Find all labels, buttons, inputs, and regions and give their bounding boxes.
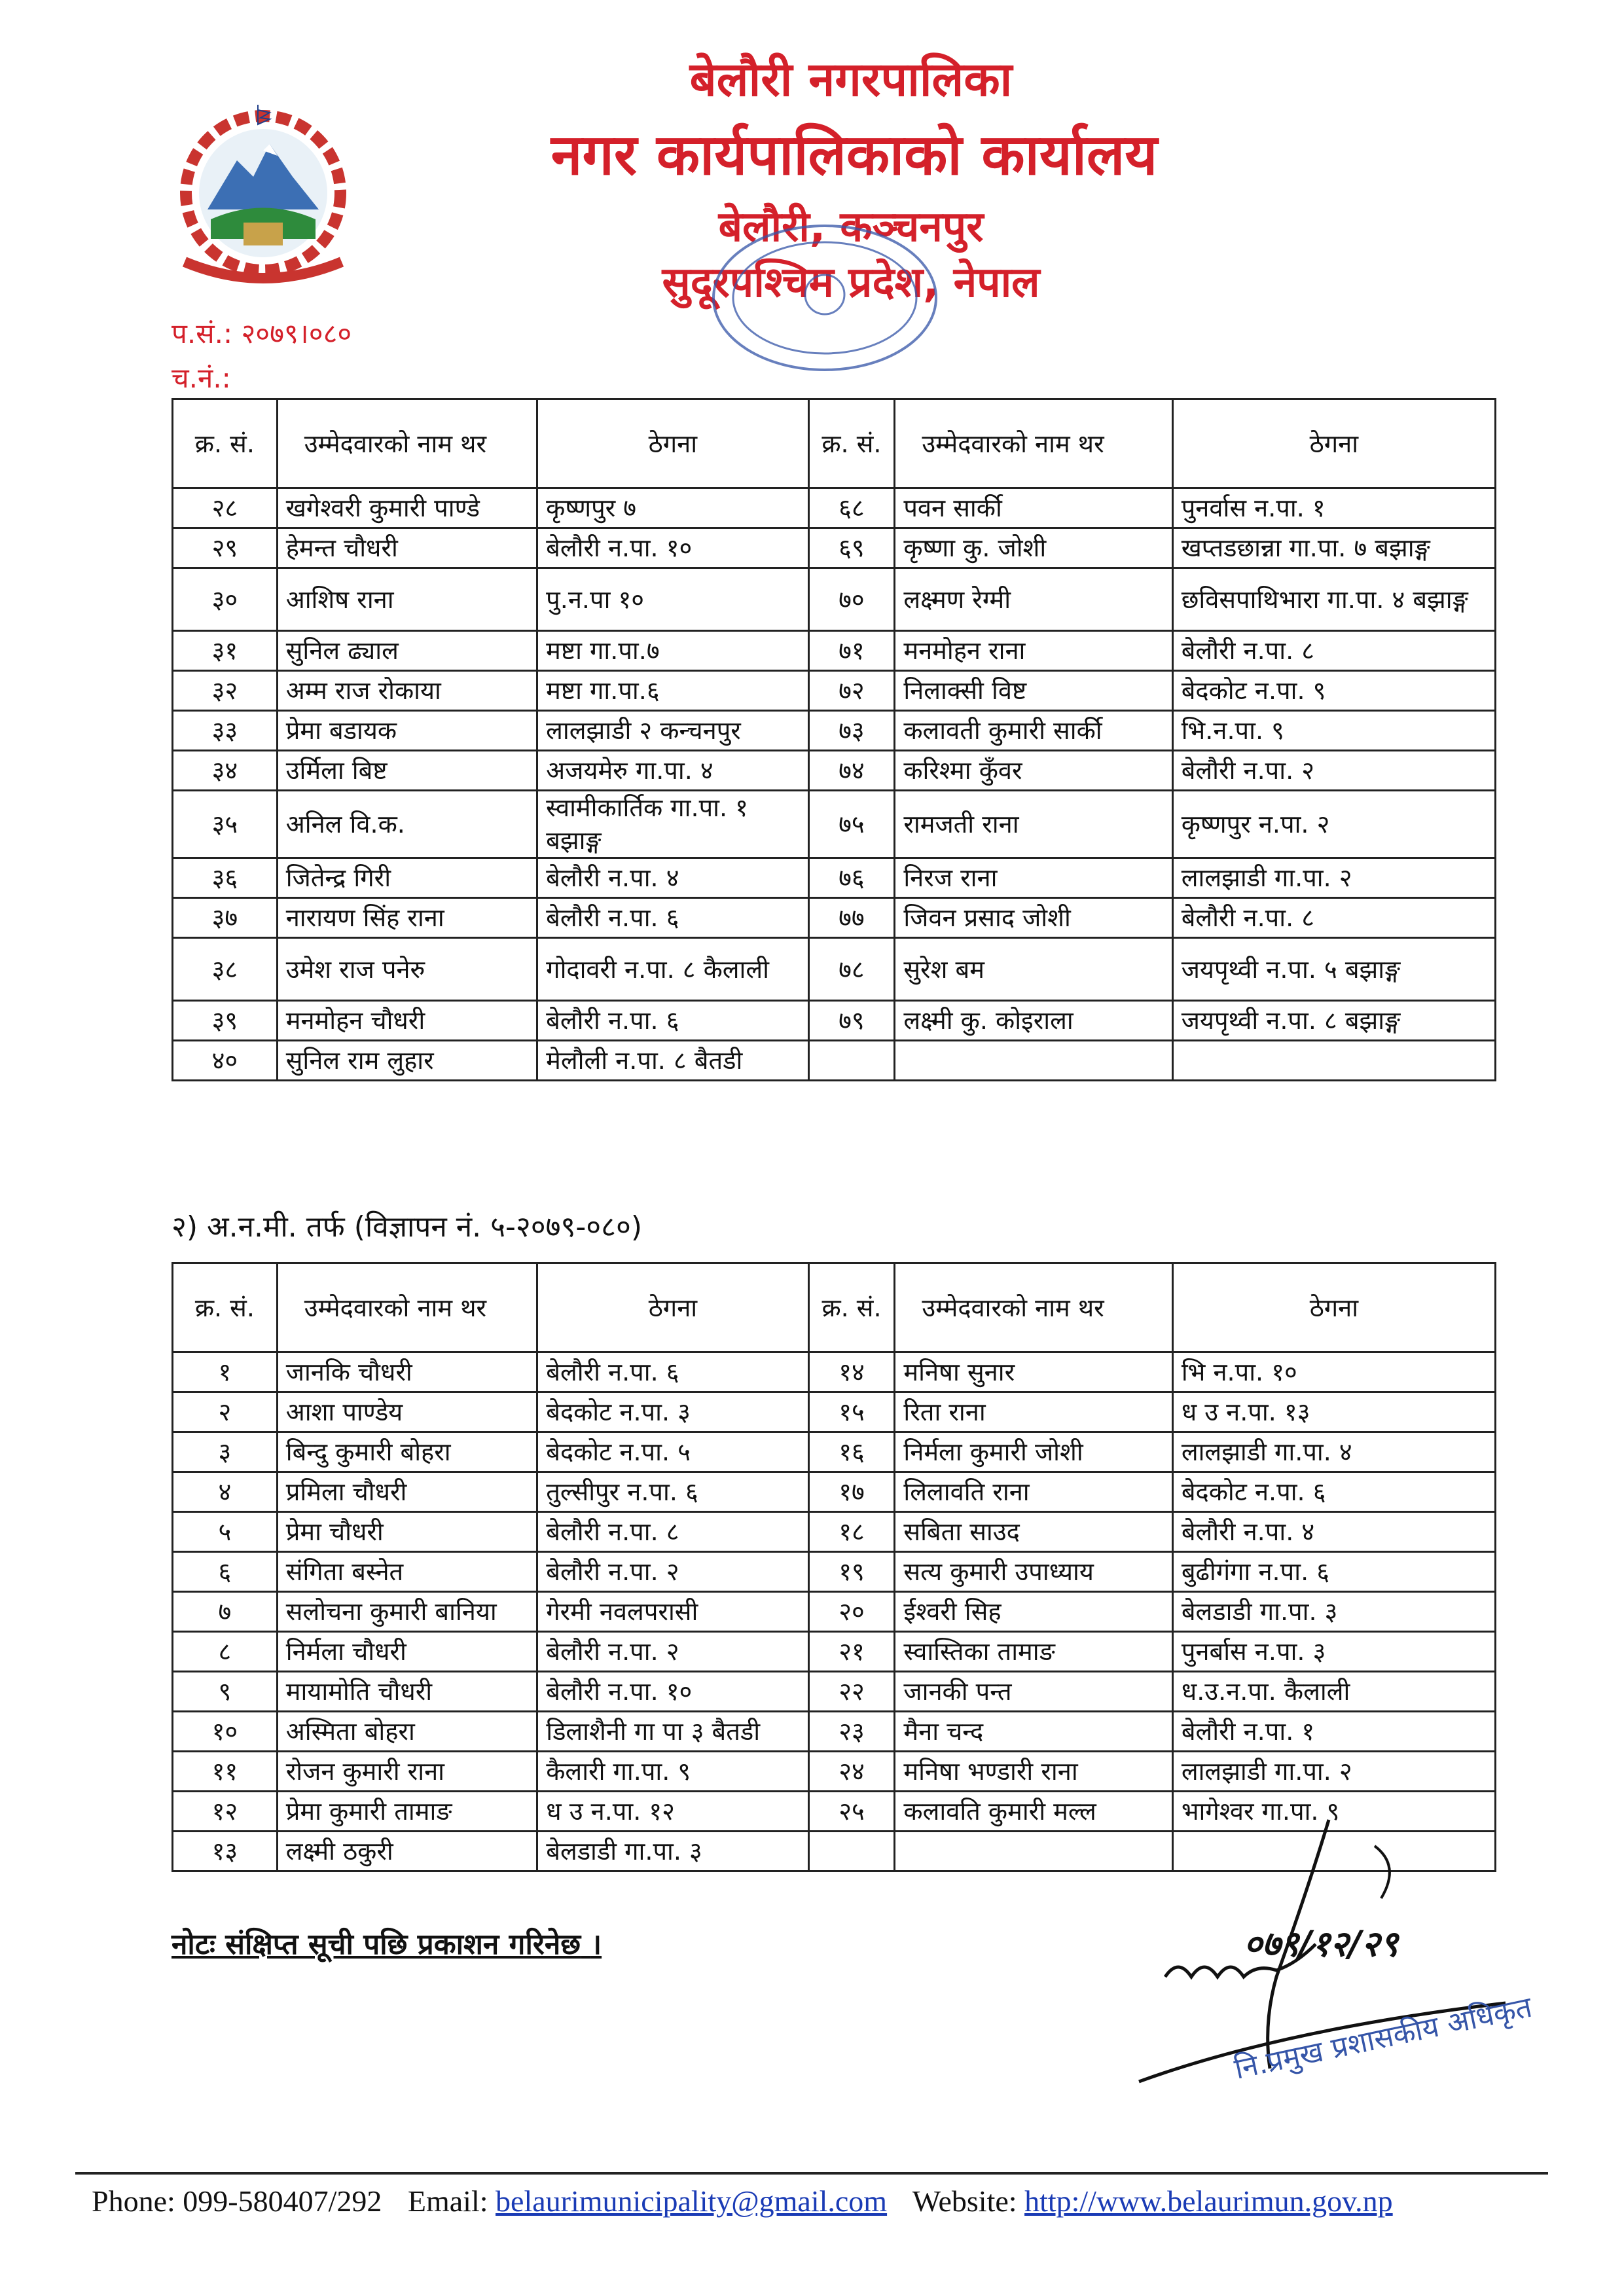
name-cell: प्रेमा चौधरी: [277, 1512, 537, 1552]
serial-cell: ३२: [173, 671, 278, 711]
name-cell: करिश्मा कुँवर: [895, 751, 1172, 791]
address-cell: बेलौरी न.पा. २: [537, 1552, 808, 1592]
address-cell: बेलडाडी गा.पा. ३: [1172, 1592, 1495, 1632]
serial-cell: १०: [173, 1712, 278, 1752]
table-row: [173, 898, 1496, 938]
footer: [92, 2184, 1393, 2218]
table-row: [173, 1041, 1496, 1081]
address-cell: खप्तडछान्ना गा.पा. ७ बझाङ्ग: [1172, 528, 1495, 568]
serial-cell: ७७: [808, 898, 895, 938]
serial-cell: ९: [173, 1672, 278, 1712]
name-cell: मनिषा सुनार: [895, 1352, 1172, 1392]
serial-cell: १२: [173, 1792, 278, 1832]
address-cell: जयपृथ्वी न.पा. ५ बझाङ्ग: [1172, 938, 1495, 1001]
address-cell: तुल्सीपुर न.पा. ६: [537, 1472, 808, 1512]
address-cell: ध.उ.न.पा. कैलाली: [1172, 1672, 1495, 1712]
phone-label: Phone:: [92, 2184, 175, 2218]
candidate-table-2: [171, 1262, 1496, 1872]
table-row: [173, 1512, 1496, 1552]
serial-cell: २८: [173, 488, 278, 528]
table-row: [173, 858, 1496, 898]
col-header-name: उम्मेदवारको नाम थर: [895, 399, 1172, 488]
name-cell: अम्म राज रोकाया: [277, 671, 537, 711]
name-cell: सुनिल ढ्याल: [277, 631, 537, 671]
serial-cell: ३: [173, 1432, 278, 1472]
serial-cell: [808, 1832, 895, 1871]
footer-divider: [75, 2172, 1548, 2175]
address-cell: मष्टा गा.पा.६: [537, 671, 808, 711]
serial-cell: २९: [173, 528, 278, 568]
address-cell: पुनर्वास न.पा. १: [1172, 488, 1495, 528]
name-cell: [895, 1041, 1172, 1081]
serial-cell: २०: [808, 1592, 895, 1632]
name-cell: उर्मिला बिष्ट: [277, 751, 537, 791]
address-cell: कैलारी गा.पा. ९: [537, 1752, 808, 1792]
name-cell: उमेश राज पनेरु: [277, 938, 537, 1001]
address-cell: मेलौली न.पा. ८ बैतडी: [537, 1041, 808, 1081]
address-cell: लालझाडी गा.पा. २: [1172, 1752, 1495, 1792]
serial-cell: २: [173, 1392, 278, 1432]
address-cell: गोदावरी न.पा. ८ कैलाली: [537, 938, 808, 1001]
serial-cell: ६८: [808, 488, 895, 528]
serial-cell: २५: [808, 1792, 895, 1832]
serial-cell: ७५: [808, 791, 895, 858]
serial-cell: ७४: [808, 751, 895, 791]
name-cell: रोजन कुमारी राना: [277, 1752, 537, 1792]
serial-cell: ७: [173, 1592, 278, 1632]
note-text: [171, 1923, 602, 1962]
address-cell: [1172, 1041, 1495, 1081]
serial-cell: ८: [173, 1632, 278, 1672]
serial-cell: १: [173, 1352, 278, 1392]
col-header-serial: क्र. सं.: [173, 399, 278, 488]
serial-cell: ३०: [173, 568, 278, 631]
address-cell: पुनर्बास न.पा. ३: [1172, 1632, 1495, 1672]
table-row: [173, 1352, 1496, 1392]
table-row: [173, 488, 1496, 528]
table-row: [173, 711, 1496, 751]
serial-cell: ६: [173, 1552, 278, 1592]
name-cell: मनमोहन चौधरी: [277, 1001, 537, 1041]
col-header-name: उम्मेदवारको नाम थर: [895, 1263, 1172, 1352]
table-row: [173, 1752, 1496, 1792]
col-header-serial: क्र. सं.: [808, 1263, 895, 1352]
section-2-title: २) अ.न.मी. तर्फ (विज्ञापन नं. ५-२०७९-०८०): [171, 1210, 643, 1244]
serial-cell: २४: [808, 1752, 895, 1792]
address-cell: ध उ न.पा. १३: [1172, 1392, 1495, 1432]
name-cell: जितेन्द्र गिरी: [277, 858, 537, 898]
office-stamp-icon: [700, 216, 949, 380]
table-row: [173, 631, 1496, 671]
serial-cell: ७०: [808, 568, 895, 631]
name-cell: निर्मला कुमारी जोशी: [895, 1432, 1172, 1472]
office-name: नगर कार्यपालिकाको कार्यालय: [550, 122, 1158, 188]
name-cell: कलावती कुमारी सार्की: [895, 711, 1172, 751]
serial-cell: ७२: [808, 671, 895, 711]
col-header-serial: क्र. सं.: [808, 399, 895, 488]
name-cell: निरज राना: [895, 858, 1172, 898]
address-cell: बुढीगंगा न.पा. ६: [1172, 1552, 1495, 1592]
address-cell: जयपृथ्वी न.पा. ८ बझाङ्ग: [1172, 1001, 1495, 1041]
address-cell: स्वामीकार्तिक गा.पा. १ बझाङ्ग: [537, 791, 808, 858]
address-cell: बेलौरी न.पा. ४: [537, 858, 808, 898]
address-cell: बेदकोट न.पा. ६: [1172, 1472, 1495, 1512]
address-cell: डिलाशैनी गा पा ३ बैतडी: [537, 1712, 808, 1752]
address-cell: भि.न.पा. ९: [1172, 711, 1495, 751]
col-header-serial: क्र. सं.: [173, 1263, 278, 1352]
address-cell: बेदकोट न.पा. ३: [537, 1392, 808, 1432]
name-cell: आशिष राना: [277, 568, 537, 631]
table-row: [173, 1001, 1496, 1041]
name-cell: सत्य कुमारी उपाध्याय: [895, 1552, 1172, 1592]
name-cell: जानकी पन्त: [895, 1672, 1172, 1712]
address-cell: बेलौरी न.पा. ४: [1172, 1512, 1495, 1552]
name-cell: कलावति कुमारी मल्ल: [895, 1792, 1172, 1832]
serial-cell: ३७: [173, 898, 278, 938]
name-cell: सुरेश बम: [895, 938, 1172, 1001]
name-cell: निर्मला चौधरी: [277, 1632, 537, 1672]
name-cell: सुनिल राम लुहार: [277, 1041, 537, 1081]
table-row: [173, 1712, 1496, 1752]
name-cell: निलाक्सी विष्ट: [895, 671, 1172, 711]
serial-cell: ३४: [173, 751, 278, 791]
address-cell: अजयमेरु गा.पा. ४: [537, 751, 808, 791]
serial-cell: १३: [173, 1832, 278, 1871]
name-cell: लिलावति राना: [895, 1472, 1172, 1512]
serial-cell: ३५: [173, 791, 278, 858]
name-cell: सबिता साउद: [895, 1512, 1172, 1552]
reference-number: प.सं.: २०७९।०८०: [171, 317, 352, 350]
serial-cell: ५: [173, 1512, 278, 1552]
address-cell: बेलौरी न.पा. १०: [537, 528, 808, 568]
serial-cell: ७३: [808, 711, 895, 751]
serial-cell: ७१: [808, 631, 895, 671]
address-cell: बेलौरी न.पा. २: [1172, 751, 1495, 791]
col-header-address: ठेगना: [1172, 1263, 1495, 1352]
name-cell: जानकि चौधरी: [277, 1352, 537, 1392]
name-cell: स्वास्तिका तामाङ: [895, 1632, 1172, 1672]
address-cell: बेदकोट न.पा. ५: [537, 1432, 808, 1472]
serial-cell: २३: [808, 1712, 895, 1752]
address-cell: मष्टा गा.पा.७: [537, 631, 808, 671]
col-header-name: उम्मेदवारको नाम थर: [277, 1263, 537, 1352]
serial-cell: १४: [808, 1352, 895, 1392]
note-end: ।: [590, 1928, 602, 1961]
table-row: [173, 1392, 1496, 1432]
address-cell: बेलौरी न.पा. १: [1172, 1712, 1495, 1752]
address-cell: बेलडाडी गा.पा. ३: [537, 1832, 808, 1871]
office-location: बेलौरी, कञ्चनपुर: [718, 203, 984, 251]
name-cell: मायामोति चौधरी: [277, 1672, 537, 1712]
address-cell: कृष्णपुर ७: [537, 488, 808, 528]
address-cell: बेलौरी न.पा. २: [537, 1632, 808, 1672]
table-row: [173, 791, 1496, 858]
serial-cell: [808, 1041, 895, 1081]
name-cell: प्रेमा बडायक: [277, 711, 537, 751]
name-cell: प्रेमा कुमारी तामाङ: [277, 1792, 537, 1832]
note-body: नोटः संक्षिप्त सूची पछि प्रकाशन गरिनेछ: [171, 1928, 581, 1961]
candidate-table-1: [171, 398, 1496, 1081]
signature-date: ०७९/१२/२९: [1244, 1923, 1399, 1964]
address-cell: बेलौरी न.पा. ६: [537, 1001, 808, 1041]
website-link[interactable]: http://www.belaurimun.gov.np: [1024, 2184, 1393, 2218]
serial-cell: १७: [808, 1472, 895, 1512]
address-cell: छविसपाथिभारा गा.पा. ४ बझाङ्ग: [1172, 568, 1495, 631]
name-cell: अस्मिता बोहरा: [277, 1712, 537, 1752]
address-cell: बेलौरी न.पा. ८: [1172, 631, 1495, 671]
name-cell: रिता राना: [895, 1392, 1172, 1432]
table-row: [173, 938, 1496, 1001]
col-header-address: ठेगना: [1172, 399, 1495, 488]
serial-cell: ६९: [808, 528, 895, 568]
name-cell: खगेश्वरी कुमारी पाण्डे: [277, 488, 537, 528]
table-row: [173, 1672, 1496, 1712]
name-cell: आशा पाण्डेय: [277, 1392, 537, 1432]
table-row: [173, 1592, 1496, 1632]
serial-cell: १९: [808, 1552, 895, 1592]
table-row: [173, 1472, 1496, 1512]
name-cell: लक्ष्मण रेग्मी: [895, 568, 1172, 631]
address-cell: भि न.पा. १०: [1172, 1352, 1495, 1392]
serial-cell: ३१: [173, 631, 278, 671]
address-cell: लालझाडी गा.पा. २: [1172, 858, 1495, 898]
col-header-address: ठेगना: [537, 1263, 808, 1352]
col-header-address: ठेगना: [537, 399, 808, 488]
serial-cell: ११: [173, 1752, 278, 1792]
serial-cell: ४: [173, 1472, 278, 1512]
name-cell: प्रमिला चौधरी: [277, 1472, 537, 1512]
dispatch-number: च.नं.:: [171, 362, 231, 394]
address-cell: कृष्णपुर न.पा. २: [1172, 791, 1495, 858]
address-cell: बेलौरी न.पा. ८: [1172, 898, 1495, 938]
name-cell: रामजती राना: [895, 791, 1172, 858]
address-cell: बेलौरी न.पा. ६: [537, 898, 808, 938]
serial-cell: १५: [808, 1392, 895, 1432]
table-row: [173, 1432, 1496, 1472]
serial-cell: १६: [808, 1432, 895, 1472]
serial-cell: २१: [808, 1632, 895, 1672]
serial-cell: ४०: [173, 1041, 278, 1081]
table-row: [173, 568, 1496, 631]
serial-cell: १८: [808, 1512, 895, 1552]
name-cell: जिवन प्रसाद जोशी: [895, 898, 1172, 938]
name-cell: लक्ष्मी कु. कोइराला: [895, 1001, 1172, 1041]
name-cell: पवन सार्की: [895, 488, 1172, 528]
serial-cell: ७९: [808, 1001, 895, 1041]
name-cell: हेमन्त चौधरी: [277, 528, 537, 568]
address-cell: बेलौरी न.पा. १०: [537, 1672, 808, 1712]
website-label: Website:: [912, 2184, 1017, 2218]
name-cell: मनमोहन राना: [895, 631, 1172, 671]
serial-cell: ३३: [173, 711, 278, 751]
name-cell: मैना चन्द: [895, 1712, 1172, 1752]
name-cell: बिन्दु कुमारी बोहरा: [277, 1432, 537, 1472]
table-row: [173, 1632, 1496, 1672]
serial-cell: ७६: [808, 858, 895, 898]
office-province: सुदूरपश्चिम प्रदेश, नेपाल: [662, 259, 1040, 307]
table-row: [173, 671, 1496, 711]
phone-number: 099-580407/292: [183, 2184, 382, 2218]
name-cell: मनिषा भण्डारी राना: [895, 1752, 1172, 1792]
table-row: [173, 528, 1496, 568]
address-cell: पु.न.पा १०: [537, 568, 808, 631]
serial-cell: २२: [808, 1672, 895, 1712]
address-cell: भागेश्वर गा.पा. ९: [1172, 1792, 1495, 1832]
name-cell: लक्ष्मी ठकुरी: [277, 1832, 537, 1871]
email-label: Email:: [407, 2184, 488, 2218]
table-row: [173, 751, 1496, 791]
signatory-title: नि.प्रमुख प्रशासकीय अधिकृत: [1231, 1990, 1535, 2086]
email-link[interactable]: belaurimunicipality@gmail.com: [496, 2184, 888, 2218]
serial-cell: ७८: [808, 938, 895, 1001]
name-cell: सलोचना कुमारी बानिया: [277, 1592, 537, 1632]
nepal-emblem-icon: [171, 98, 355, 295]
address-cell: लालझाडी गा.पा. ४: [1172, 1432, 1495, 1472]
serial-cell: ३९: [173, 1001, 278, 1041]
address-cell: ध उ न.पा. १२: [537, 1792, 808, 1832]
municipality-name: बेलौरी नगरपालिका: [689, 52, 1013, 107]
table-row: [173, 1552, 1496, 1592]
name-cell: संगिता बस्नेत: [277, 1552, 537, 1592]
address-cell: गेरमी नवलपरासी: [537, 1592, 808, 1632]
address-cell: बेलौरी न.पा. ८: [537, 1512, 808, 1552]
serial-cell: ३६: [173, 858, 278, 898]
address-cell: लालझाडी २ कन्चनपुर: [537, 711, 808, 751]
address-cell: बेलौरी न.पा. ६: [537, 1352, 808, 1392]
serial-cell: ३८: [173, 938, 278, 1001]
name-cell: अनिल वि.क.: [277, 791, 537, 858]
name-cell: ईश्वरी सिह: [895, 1592, 1172, 1632]
address-cell: बेदकोट न.पा. ९: [1172, 671, 1495, 711]
col-header-name: उम्मेदवारको नाम थर: [277, 399, 537, 488]
name-cell: नारायण सिंह राना: [277, 898, 537, 938]
name-cell: कृष्णा कु. जोशी: [895, 528, 1172, 568]
